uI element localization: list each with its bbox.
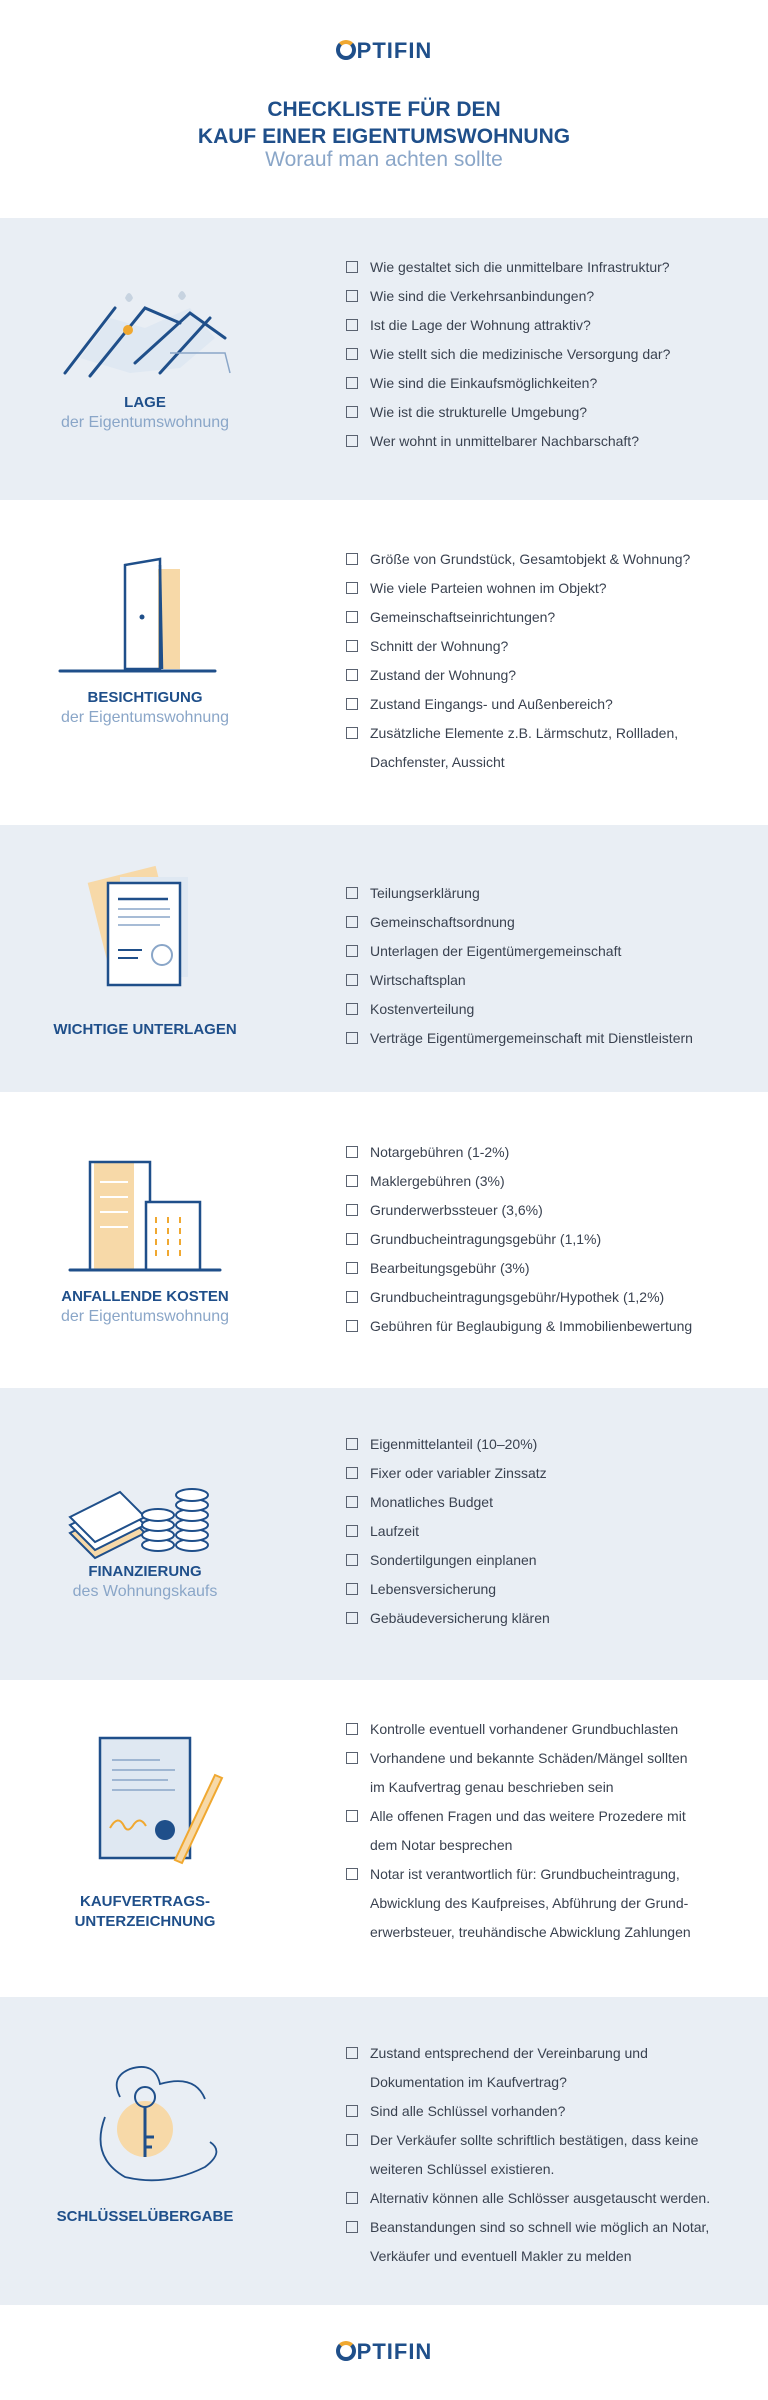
checklist-item[interactable]: Alle offenen Fragen und das weitere Prozedere mit [346,1802,746,1831]
checklist-item[interactable]: Maklergebühren (3%) [346,1167,746,1196]
checkbox[interactable] [346,1175,358,1187]
checkbox[interactable] [346,1233,358,1245]
checkbox[interactable] [346,1262,358,1274]
checklist-item[interactable]: Schnitt der Wohnung? [346,632,746,661]
checklist-item[interactable]: Ist die Lage der Wohnung attraktiv? [346,311,746,340]
checklist-item-continuation: im Kaufvertrag genau beschrieben sein [370,1779,614,1795]
checklist-item[interactable]: Laufzeit [346,1517,746,1546]
checklist-item[interactable]: Beanstandungen sind so schnell wie möglich an Notar, [346,2213,746,2242]
checklist-item[interactable]: Wie sind die Einkaufsmöglichkeiten? [346,369,746,398]
checkbox[interactable] [346,1554,358,1566]
section-title: FINANZIERUNG des Wohnungskaufs [72,1563,218,1600]
logo-ring-icon [336,2341,356,2361]
checklist-item-continuation: Abwicklung des Kaufpreises, Abführung der Grund- [370,1895,689,1911]
section-finanzierung [0,1388,768,1680]
checkbox[interactable] [346,1868,358,1880]
checklist-item[interactable]: Zustand Eingangs- und Außenbereich? [346,690,746,719]
checkbox[interactable] [346,1612,358,1624]
header [0,0,768,218]
optifin-logo-footer: PTIFIN [0,2339,768,2365]
checklist-item[interactable]: Teilungserklärung [346,879,746,908]
checkbox[interactable] [346,916,358,928]
checklist-item[interactable]: Vorhandene und bekannte Schäden/Mängel sollten [346,1744,746,1773]
checkbox[interactable] [346,1291,358,1303]
checklist-item[interactable]: Wie sind die Verkehrsanbindungen? [346,282,746,311]
checkbox[interactable] [346,945,358,957]
checkbox[interactable] [346,727,358,739]
checkbox[interactable] [346,669,358,681]
checklist-item[interactable]: Grundbucheintragungsgebühr (1,1%) [346,1225,746,1254]
checklist-item[interactable]: Alternativ können alle Schlösser ausgetauscht werden. [346,2184,746,2213]
checkbox[interactable] [346,1204,358,1216]
checkbox[interactable] [346,553,358,565]
checkbox[interactable] [346,1003,358,1015]
checklist-item[interactable]: Notar ist verantwortlich für: Grundbucheintragung, [346,1860,746,1889]
page-subtitle: Worauf man achten sollte [265,148,503,171]
checklist-item-continuation: dem Notar besprechen [370,1837,513,1853]
checklist-item[interactable]: Sondertilgungen einplanen [346,1546,746,1575]
checklist-item-continuation: weiteren Schlüssel existieren. [370,2161,555,2177]
checklist-item[interactable]: Zustand der Wohnung? [346,661,746,690]
checkbox[interactable] [346,1583,358,1595]
checkbox[interactable] [346,290,358,302]
checklist-item[interactable]: Sind alle Schlüssel vorhanden? [346,2097,746,2126]
checkbox[interactable] [346,377,358,389]
checkbox[interactable] [346,1496,358,1508]
checklist-item[interactable]: Wer wohnt in unmittelbarer Nachbarschaft? [346,427,746,456]
checkbox[interactable] [346,1438,358,1450]
checklist [346,1715,746,1947]
checklist-item[interactable]: Grunderwerbssteuer (3,6%) [346,1196,746,1225]
checklist [346,2039,746,2271]
checkbox[interactable] [346,348,358,360]
buildings-icon [50,1157,240,1272]
checklist-item[interactable]: Wirtschaftsplan [346,966,746,995]
section-title: KAUFVERTRAGS- UNTERZEICHNUNG [74,1893,216,1930]
checkbox[interactable] [346,1032,358,1044]
checkbox[interactable] [346,1525,358,1537]
section-kaufvertrag [0,1680,768,1997]
checklist-item[interactable]: Verträge Eigentümergemeinschaft mit Dienstleistern [346,1024,746,1053]
section-unterlagen [0,825,768,1092]
checklist-item[interactable]: Fixer oder variabler Zinssatz [346,1459,746,1488]
door-icon [50,555,240,675]
checklist-item[interactable]: Wie stellt sich die medizinische Versorgung dar? [346,340,746,369]
checkbox[interactable] [346,1146,358,1158]
section-title: SCHLÜSSELÜBERGABE [56,2208,234,2225]
section-lage [0,218,768,500]
checklist-item-continuation: Verkäufer und eventuell Makler zu melden [370,2248,632,2264]
checklist-item[interactable]: Wie viele Parteien wohnen im Objekt? [346,574,746,603]
section-title: LAGE der Eigentumswohnung [60,394,230,431]
page-title-line1: CHECKLISTE FÜR DEN [267,98,501,121]
optifin-logo: PTIFIN [0,38,768,64]
checklist-item-continuation: Dachfenster, Aussicht [370,754,505,770]
checkbox[interactable] [346,406,358,418]
section-kosten [0,1092,768,1388]
checklist-item[interactable]: Größe von Grundstück, Gesamtobjekt & Wohnung? [346,545,746,574]
checkbox[interactable] [346,2134,358,2146]
checklist-item[interactable]: Kostenverteilung [346,995,746,1024]
footer [0,2305,768,2400]
checklist [346,1138,746,1341]
checklist-item[interactable]: Lebensversicherung [346,1575,746,1604]
checklist [346,545,746,777]
checklist-item-continuation: erwerbsteuer, treuhändische Abwicklung Zahlungen [370,1924,691,1940]
checkbox[interactable] [346,1320,358,1332]
checkbox[interactable] [346,611,358,623]
checkbox[interactable] [346,582,358,594]
checkbox[interactable] [346,435,358,447]
documents-icon [50,865,240,995]
checklist-item[interactable]: Wie gestaltet sich die unmittelbare Infrastruktur? [346,253,746,282]
page-title-line2: KAUF EINER EIGENTUMSWOHNUNG [197,125,571,148]
checkbox[interactable] [346,1723,358,1735]
map-icon [50,278,240,388]
checklist-item[interactable]: Gemeinschaftseinrichtungen? [346,603,746,632]
checklist-item[interactable]: Eigenmittelanteil (10–20%) [346,1430,746,1459]
checkbox[interactable] [346,974,358,986]
checkbox[interactable] [346,2047,358,2059]
checklist-item[interactable]: Gemeinschaftsordnung [346,908,746,937]
checkbox[interactable] [346,1752,358,1764]
checkbox[interactable] [346,698,358,710]
checklist-item[interactable]: Zusätzliche Elemente z.B. Lärmschutz, Rollladen, [346,719,746,748]
checkbox[interactable] [346,2221,358,2233]
checklist-item[interactable]: Gebühren für Beglaubigung & Immobilienbewertung [346,1312,746,1341]
checklist-item[interactable]: Notargebühren (1-2%) [346,1138,746,1167]
checklist [346,879,746,1053]
money-icon [50,1463,240,1563]
checklist-item[interactable]: Der Verkäufer sollte schriftlich bestätigen, dass keine [346,2126,746,2155]
checklist-item[interactable]: Bearbeitungsgebühr (3%) [346,1254,746,1283]
checklist-item[interactable]: Gebäudeversicherung klären [346,1604,746,1633]
page-title [0,96,768,150]
key-hand-icon [50,2057,240,2187]
checklist-item[interactable]: Unterlagen der Eigentümergemeinschaft [346,937,746,966]
checkbox[interactable] [346,2105,358,2117]
checklist-item[interactable]: Grundbucheintragungsgebühr/Hypothek (1,2%) [346,1283,746,1312]
checklist [346,253,746,456]
section-besichtigung [0,500,768,825]
contract-icon [50,1730,240,1870]
logo-ring-icon [336,40,356,60]
checkbox[interactable] [346,2192,358,2204]
checklist-item[interactable]: Wie ist die strukturelle Umgebung? [346,398,746,427]
checklist-item[interactable]: Zustand entsprechend der Vereinbarung und [346,2039,746,2068]
checklist-item-continuation: Dokumentation im Kaufvertrag? [370,2074,567,2090]
checklist-item[interactable]: Kontrolle eventuell vorhandener Grundbuchlasten [346,1715,746,1744]
checkbox[interactable] [346,261,358,273]
section-title: ANFALLENDE KOSTEN der Eigentumswohnung [60,1288,230,1325]
checklist [346,1430,746,1633]
checkbox[interactable] [346,887,358,899]
checkbox[interactable] [346,1810,358,1822]
section-title: WICHTIGE UNTERLAGEN [53,1021,237,1038]
checklist-item[interactable]: Monatliches Budget [346,1488,746,1517]
section-schluesseluebergabe [0,1997,768,2305]
checkbox[interactable] [346,1467,358,1479]
checkbox[interactable] [346,640,358,652]
checkbox[interactable] [346,319,358,331]
section-title: BESICHTIGUNG der Eigentumswohnung [60,689,230,726]
